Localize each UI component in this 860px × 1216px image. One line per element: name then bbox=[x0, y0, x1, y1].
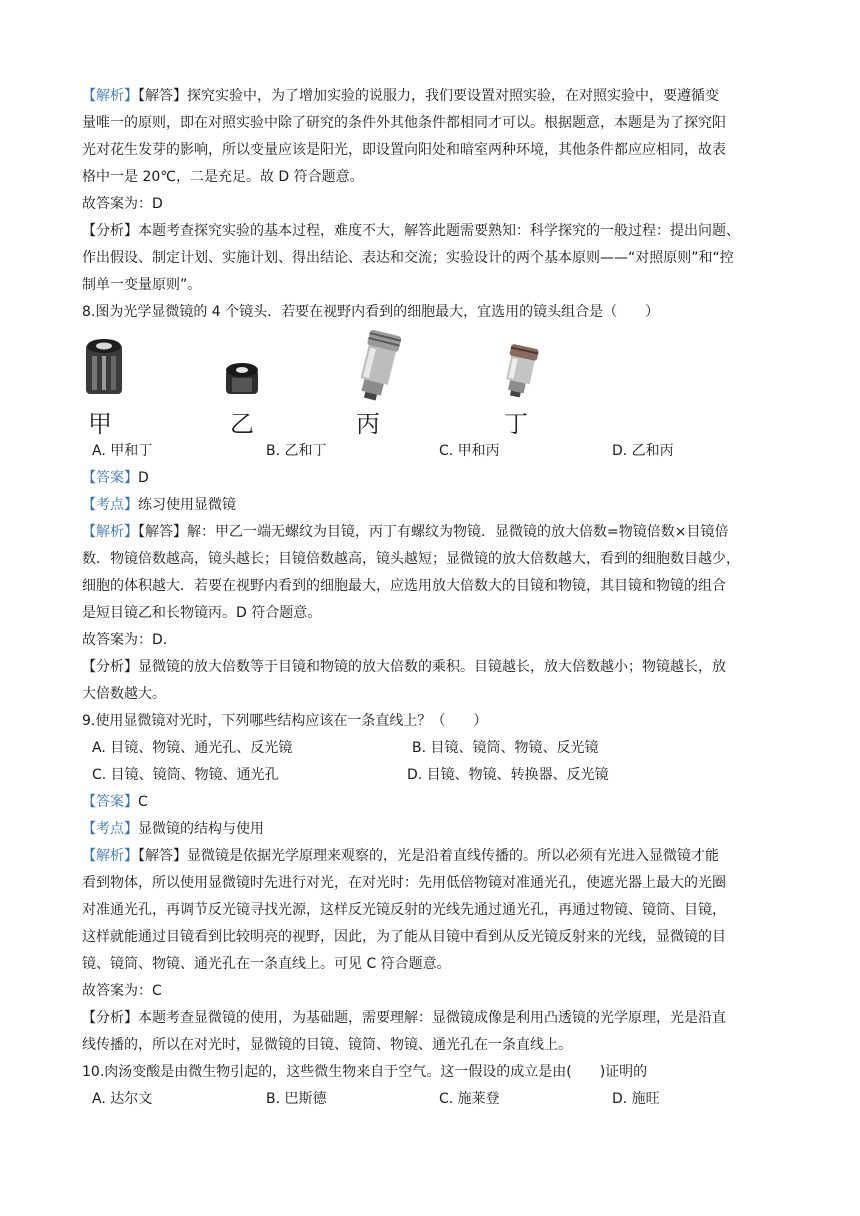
q9-answer: 【答案】C bbox=[82, 794, 148, 810]
q7-analysis-line-1: 【解析】【解答】探究实验中，为了增加实验的说服力，我们要设置对照实验，在对照实验中，要遵循变 bbox=[82, 88, 719, 104]
q9-point: 【考点】显微镜的结构与使用 bbox=[82, 821, 264, 837]
q8-analysis-line-4: 是短目镜乙和长物镜丙。D 符合题意。 bbox=[82, 605, 322, 621]
q8-analysis-line-3: 细胞的体积越大．若要在视野内看到的细胞最大，应选用放大倍数大的目镜和物镜，其目镜和物镜的组合 bbox=[82, 578, 726, 594]
q10-option-c: C. 施莱登 bbox=[439, 1091, 500, 1107]
figure-label-ding: 丁 bbox=[504, 410, 528, 438]
objective-ding-icon bbox=[496, 344, 544, 400]
figure-label-yi: 乙 bbox=[230, 410, 254, 438]
q8-conclusion: 故答案为：D. bbox=[82, 632, 168, 648]
q7-summary-line-2: 作出假设、制定计划、实施计划、得出结论、表达和交流；实验设计的两个基本原则——“对照原则”和“控 bbox=[82, 250, 734, 266]
q9-summary-line-2: 线传播的，所以在对光时，显微镜的目镜、镜筒、物镜、通光孔在一条直线上。 bbox=[82, 1037, 572, 1053]
q9-option-c: C. 目镜、镜筒、物镜、通光孔 bbox=[92, 767, 279, 783]
q9-question: 9.使用显微镜对光时，下列哪些结构应该在一条直线上？（ ） bbox=[82, 713, 488, 729]
q8-option-d: D. 乙和丙 bbox=[612, 443, 674, 459]
q8-answer: 【答案】D bbox=[82, 470, 149, 486]
q10-option-a: A. 达尔文 bbox=[92, 1091, 153, 1107]
analysis-tag: 【解析】 bbox=[82, 88, 138, 104]
q9-analysis-line-3: 对准通光孔，再调节反光镜寻找光源，这样反光镜反射的光线先通过通光孔，再通过物镜、镜筒、目镜， bbox=[82, 902, 726, 918]
q7-conclusion: 故答案为：D bbox=[82, 196, 163, 212]
q7-summary-line-1: 【分析】本题考查探究实验的基本过程，难度不大，解答此题需要熟知：科学探究的一般过程：提出问题、 bbox=[82, 223, 740, 239]
q8-option-b: B. 乙和丁 bbox=[266, 443, 327, 459]
q9-conclusion: 故答案为：C bbox=[82, 983, 162, 999]
figure-label-bing: 丙 bbox=[356, 410, 380, 438]
figure-label-jia: 甲 bbox=[88, 410, 112, 438]
q7-analysis-line-3: 光对花生发芽的影响，所以变量应该是阳光，即设置向阳处和暗室两种环境，其他条件都应应相同，故表 bbox=[82, 142, 726, 158]
q9-option-d: D. 目镜、物镜、转换器、反光镜 bbox=[407, 767, 609, 783]
q9-analysis-line-2: 看到物体，所以使用显微镜时先进行对光，在对光时：先用低倍物镜对准通光孔，使遮光器上最大的光圈 bbox=[82, 875, 726, 891]
q9-option-a: A. 目镜、物镜、通光孔、反光镜 bbox=[92, 740, 293, 756]
eyepiece-yi-icon bbox=[222, 360, 262, 396]
q8-point: 【考点】练习使用显微镜 bbox=[82, 497, 236, 513]
q8-analysis-line-1: 【解析】【解答】解：甲乙一端无螺纹为目镜，丙丁有螺纹为物镜．显微镜的放大倍数=物镜倍数×目镜倍 bbox=[82, 524, 729, 540]
summary-tag: 【分析】 bbox=[82, 223, 138, 239]
q8-analysis-line-2: 数．物镜倍数越高，镜头越长；目镜倍数越高，镜头越短；显微镜的放大倍数越大，看到的细胞数目越少， bbox=[82, 551, 740, 567]
q10-question: 10.肉汤变酸是由微生物引起的，这些微生物来自于空气。这一假设的成立是由( )证明的 bbox=[82, 1064, 648, 1080]
q7-analysis-line-4: 格中一是 20℃，二是充足。故 D 符合题意。 bbox=[82, 169, 364, 185]
objective-bing-icon bbox=[348, 330, 408, 402]
q8-summary-line-1: 【分析】显微镜的放大倍数等于目镜和物镜的放大倍数的乘积。目镜越长，放大倍数越小；物镜越长，放 bbox=[82, 659, 726, 675]
q10-option-d: D. 施旺 bbox=[612, 1091, 660, 1107]
eyepiece-jia-icon bbox=[84, 338, 124, 396]
q7-summary-line-3: 制单一变量原则”。 bbox=[82, 277, 202, 293]
q9-summary-line-1: 【分析】本题考查显微镜的使用，为基础题，需要理解：显微镜成像是利用凸透镜的光学原理，光是沿直 bbox=[82, 1010, 726, 1026]
q8-option-a: A. 甲和丁 bbox=[92, 443, 153, 459]
q9-analysis-line-1: 【解析】【解答】显微镜是依据光学原理来观察的，光是沿着直线传播的。所以必须有光进入显微镜才能 bbox=[82, 848, 719, 864]
q9-analysis-line-5: 镜、镜筒、物镜、通光孔在一条直线上。可见 C 符合题意。 bbox=[82, 956, 451, 972]
q8-question: 8.图为光学显微镜的 4 个镜头．若要在视野内看到的细胞最大，宜选用的镜头组合是（ ） bbox=[82, 304, 660, 320]
q8-option-c: C. 甲和丙 bbox=[439, 443, 500, 459]
q9-analysis-line-4: 这样就能通过目镜看到比较明亮的视野，因此，为了能从目镜中看到从反光镜反射来的光线，显微镜的目 bbox=[82, 929, 726, 945]
q7-analysis-line-2: 量唯一的原则，即在对照实验中除了研究的条件外其他条件都相同才可以。根据题意，本题是为了探究阳 bbox=[82, 115, 726, 131]
q8-summary-line-2: 大倍数越大。 bbox=[82, 686, 166, 702]
q10-option-b: B. 巴斯德 bbox=[266, 1091, 327, 1107]
q9-option-b: B. 目镜、镜筒、物镜、反光镜 bbox=[412, 740, 599, 756]
lens-figures bbox=[82, 330, 782, 440]
